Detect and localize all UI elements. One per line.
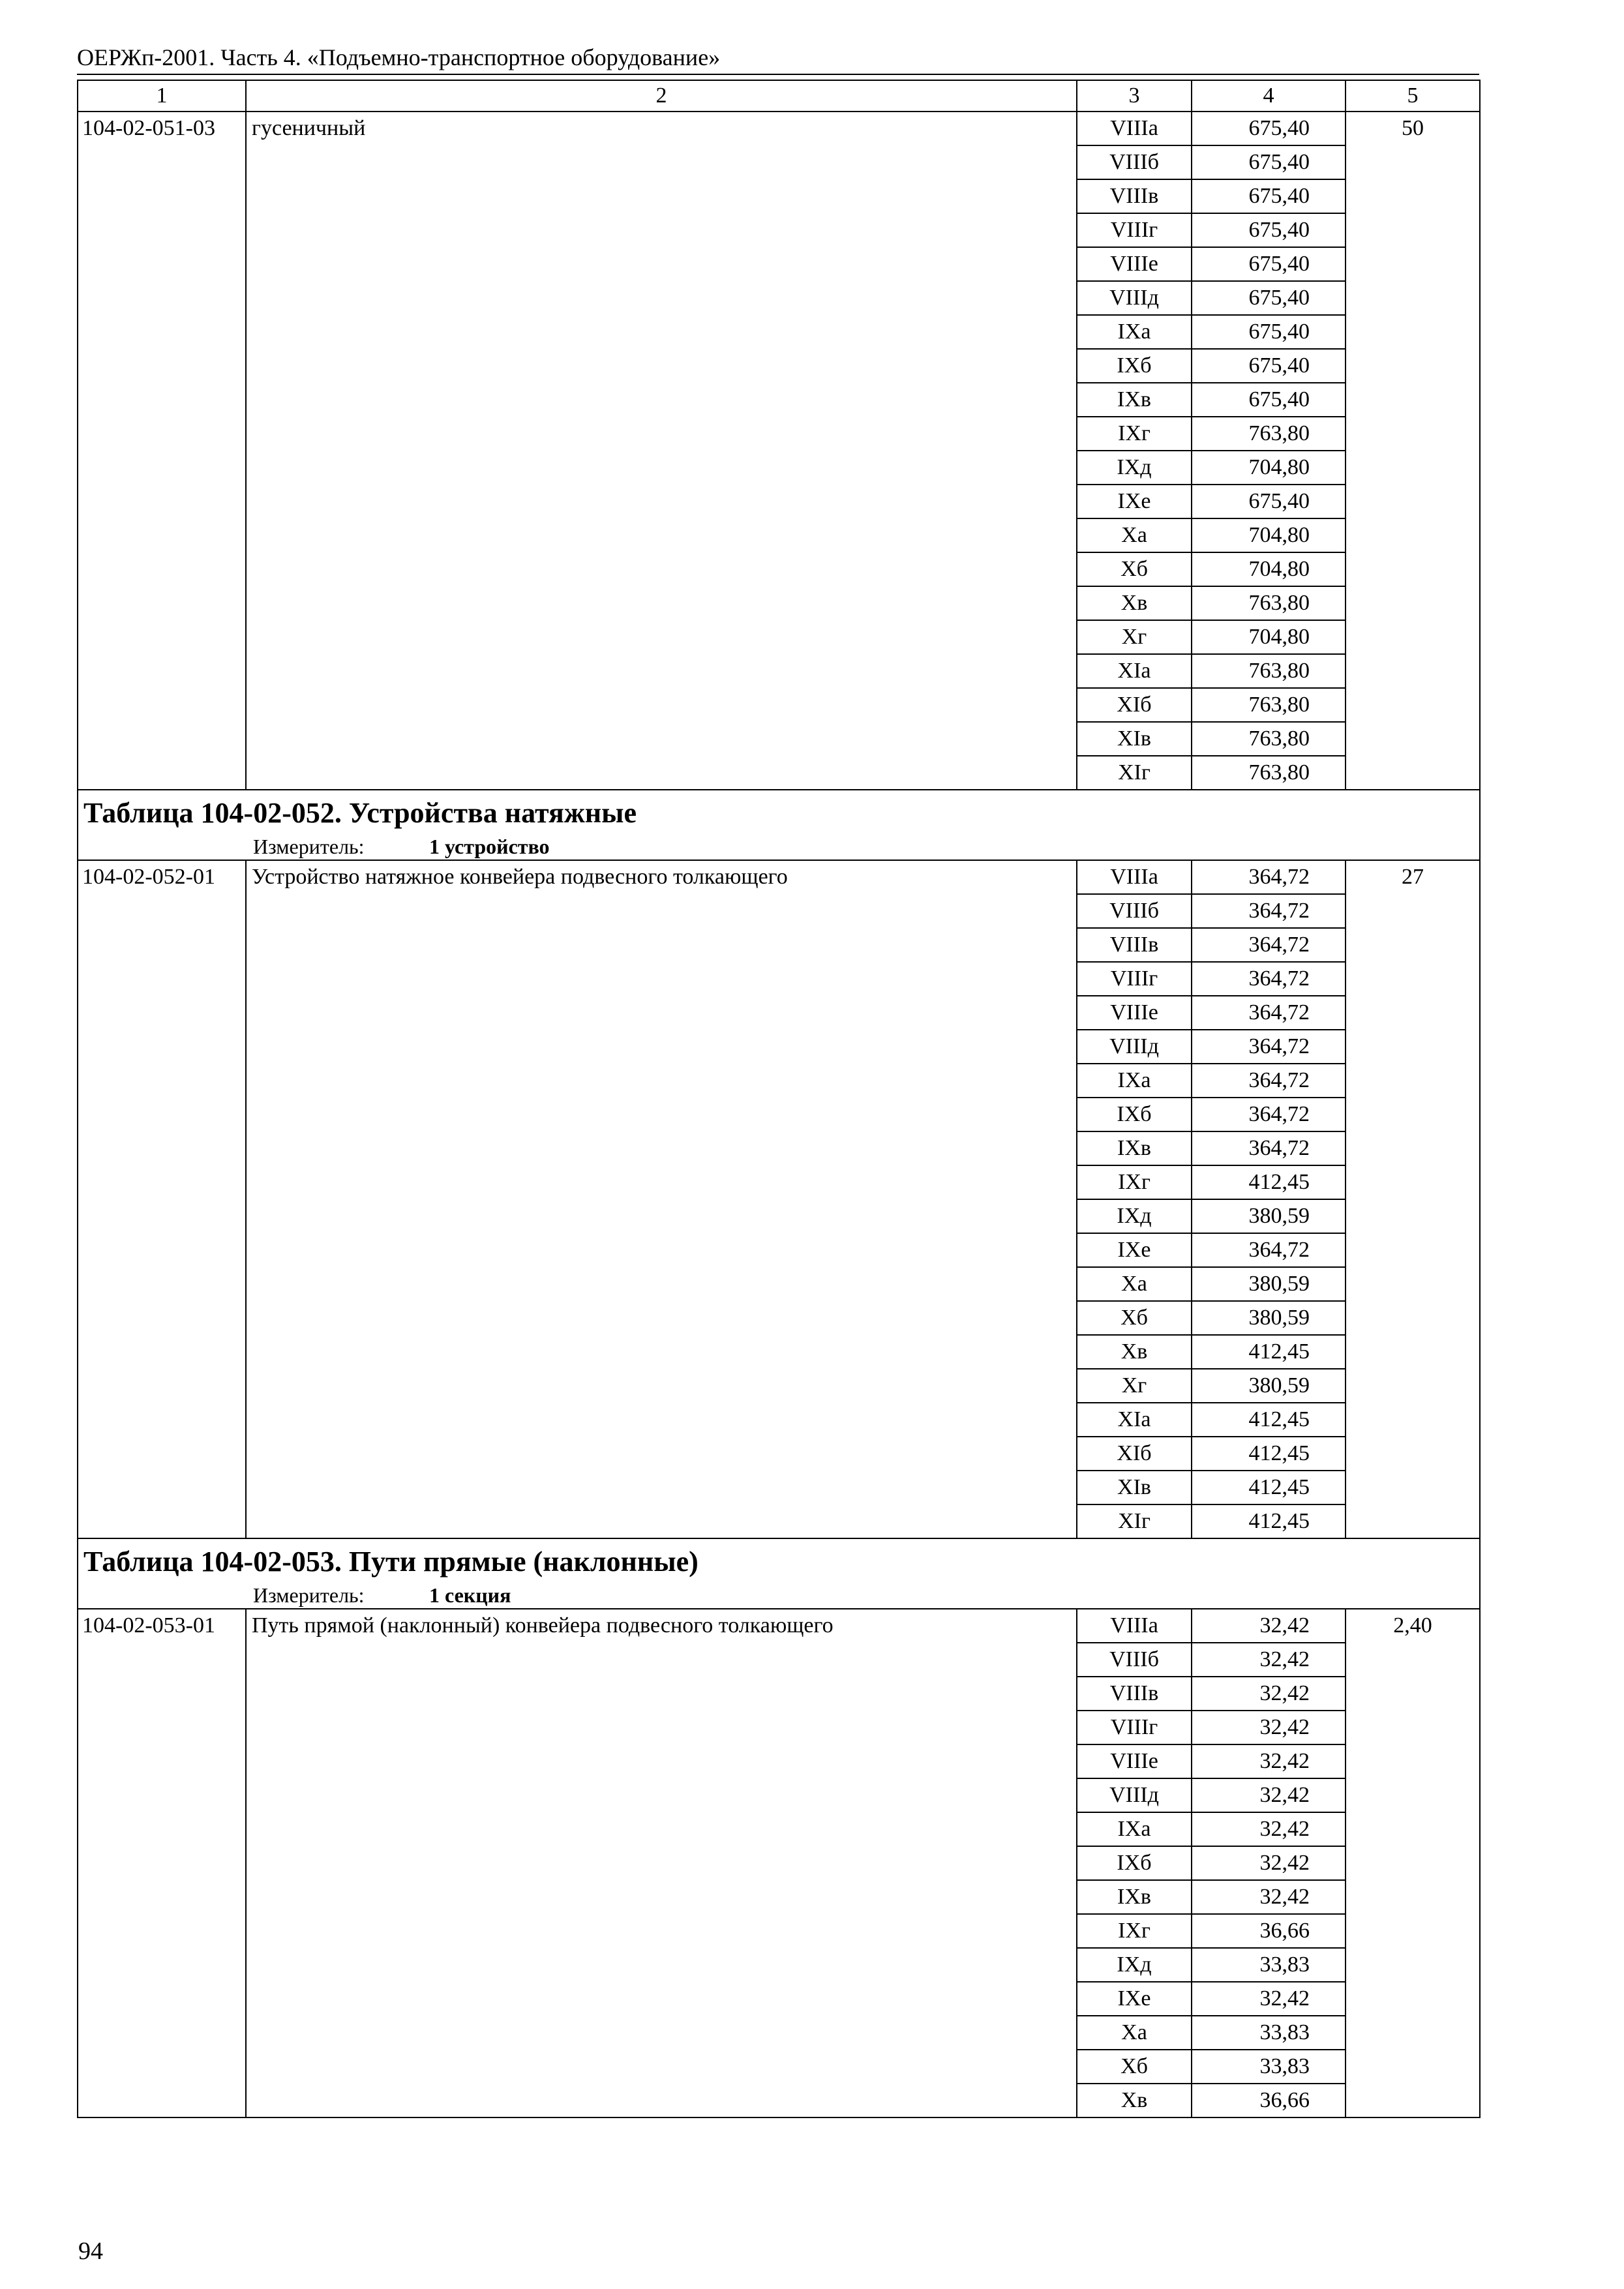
zone-cell: Xв <box>1077 586 1192 620</box>
price-cell: 380,59 <box>1192 1199 1346 1233</box>
measure-value: 1 устройство <box>429 835 550 858</box>
price-cell: 364,72 <box>1192 1064 1346 1098</box>
price-cell: 32,42 <box>1192 1609 1346 1643</box>
table-title: Таблица 104-02-052. Устройства натяжные <box>78 790 1480 833</box>
price-cell: 364,72 <box>1192 1131 1346 1165</box>
price-cell: 32,42 <box>1192 1778 1346 1812</box>
measure-value: 1 секция <box>429 1583 511 1607</box>
labor-cell: 27 <box>1346 860 1480 1538</box>
zone-cell: VIIIе <box>1077 247 1192 281</box>
zone-cell: Xб <box>1077 1301 1192 1335</box>
zone-cell: IXв <box>1077 1880 1192 1914</box>
price-cell: 380,59 <box>1192 1369 1346 1403</box>
zone-cell: VIIIв <box>1077 928 1192 962</box>
zone-cell: XIа <box>1077 1403 1192 1437</box>
item-code: 104-02-052-01 <box>78 860 246 1538</box>
zone-cell: Xг <box>1077 1369 1192 1403</box>
table-title-row <box>78 790 1480 833</box>
zone-cell: IXа <box>1077 1064 1192 1098</box>
column-numbers-row <box>78 80 1480 112</box>
price-cell: 412,45 <box>1192 1504 1346 1538</box>
price-cell: 675,40 <box>1192 315 1346 349</box>
price-cell: 33,83 <box>1192 2050 1346 2084</box>
measure-label: Измеритель: <box>253 1583 365 1607</box>
table-title-row <box>78 1538 1480 1582</box>
column-number: 5 <box>1346 80 1480 112</box>
price-cell: 704,80 <box>1192 620 1346 654</box>
price-cell: 675,40 <box>1192 213 1346 247</box>
zone-cell: XIб <box>1077 688 1192 722</box>
column-number: 3 <box>1077 80 1192 112</box>
price-cell: 364,72 <box>1192 1030 1346 1064</box>
zone-cell: VIIIг <box>1077 1711 1192 1744</box>
price-cell: 36,66 <box>1192 1914 1346 1948</box>
zone-cell: Xб <box>1077 2050 1192 2084</box>
zone-cell: IXг <box>1077 1914 1192 1948</box>
page-header: ОЕРЖп-2001. Часть 4. «Подъемно-транспортное оборудование» <box>77 44 721 70</box>
price-cell: 32,42 <box>1192 1677 1346 1711</box>
price-cell: 32,42 <box>1192 1711 1346 1744</box>
price-cell: 675,40 <box>1192 485 1346 518</box>
header-rule <box>77 74 1479 75</box>
zone-cell: VIIIе <box>1077 996 1192 1030</box>
price-cell: 32,42 <box>1192 1643 1346 1677</box>
zone-cell: IXб <box>1077 1846 1192 1880</box>
page-number: 94 <box>78 2237 103 2265</box>
zone-cell: XIг <box>1077 1504 1192 1538</box>
price-cell: 412,45 <box>1192 1165 1346 1199</box>
zone-cell: IXд <box>1077 1948 1192 1982</box>
price-cell: 412,45 <box>1192 1335 1346 1369</box>
zone-cell: VIIIа <box>1077 112 1192 145</box>
measure-row <box>78 1582 1480 1609</box>
zone-cell: IXг <box>1077 1165 1192 1199</box>
price-cell: 675,40 <box>1192 349 1346 383</box>
zone-cell: IXг <box>1077 417 1192 451</box>
zone-cell: IXб <box>1077 349 1192 383</box>
table-row <box>78 1609 1480 1643</box>
labor-cell: 50 <box>1346 112 1480 790</box>
item-code: 104-02-053-01 <box>78 1609 246 2117</box>
zone-cell: VIIIб <box>1077 894 1192 928</box>
zone-cell: XIв <box>1077 1471 1192 1504</box>
price-cell: 704,80 <box>1192 518 1346 552</box>
measure-row <box>78 833 1480 860</box>
zone-cell: VIIIе <box>1077 1744 1192 1778</box>
measure-cell <box>78 1582 1480 1609</box>
zone-cell: VIIIа <box>1077 1609 1192 1643</box>
zone-cell: XIа <box>1077 654 1192 688</box>
price-cell: 32,42 <box>1192 1812 1346 1846</box>
zone-cell: IXа <box>1077 315 1192 349</box>
price-table <box>77 80 1481 2118</box>
zone-cell: Xа <box>1077 1267 1192 1301</box>
zone-cell: VIIIв <box>1077 1677 1192 1711</box>
item-name: Путь прямой (наклонный) конвейера подвесного толкающего <box>246 1609 1077 2117</box>
price-cell: 704,80 <box>1192 552 1346 586</box>
item-name: Устройство натяжное конвейера подвесного толкающего <box>246 860 1077 1538</box>
table-row <box>78 860 1480 894</box>
item-code: 104-02-051-03 <box>78 112 246 790</box>
price-cell: 364,72 <box>1192 894 1346 928</box>
zone-cell: XIв <box>1077 722 1192 756</box>
zone-cell: Xа <box>1077 518 1192 552</box>
price-cell: 33,83 <box>1192 1948 1346 1982</box>
price-cell: 763,80 <box>1192 654 1346 688</box>
measure-label: Измеритель: <box>253 835 365 858</box>
zone-cell: VIIIб <box>1077 145 1192 179</box>
price-cell: 364,72 <box>1192 860 1346 894</box>
price-cell: 412,45 <box>1192 1437 1346 1471</box>
price-cell: 32,42 <box>1192 1982 1346 2016</box>
zone-cell: VIIIа <box>1077 860 1192 894</box>
price-cell: 364,72 <box>1192 1098 1346 1131</box>
price-cell: 763,80 <box>1192 756 1346 790</box>
price-cell: 412,45 <box>1192 1471 1346 1504</box>
zone-cell: Xг <box>1077 620 1192 654</box>
labor-cell: 2,40 <box>1346 1609 1480 2117</box>
price-cell: 32,42 <box>1192 1744 1346 1778</box>
zone-cell: IXд <box>1077 451 1192 485</box>
item-name: гусеничный <box>246 112 1077 790</box>
column-number: 1 <box>78 80 246 112</box>
zone-cell: Xб <box>1077 552 1192 586</box>
zone-cell: Xа <box>1077 2016 1192 2050</box>
price-cell: 380,59 <box>1192 1267 1346 1301</box>
price-cell: 364,72 <box>1192 962 1346 996</box>
price-cell: 380,59 <box>1192 1301 1346 1335</box>
price-cell: 32,42 <box>1192 1846 1346 1880</box>
zone-cell: IXб <box>1077 1098 1192 1131</box>
price-cell: 763,80 <box>1192 688 1346 722</box>
column-number: 4 <box>1192 80 1346 112</box>
price-cell: 763,80 <box>1192 586 1346 620</box>
zone-cell: IXа <box>1077 1812 1192 1846</box>
price-cell: 763,80 <box>1192 722 1346 756</box>
zone-cell: IXе <box>1077 1982 1192 2016</box>
price-cell: 36,66 <box>1192 2084 1346 2117</box>
price-cell: 675,40 <box>1192 112 1346 145</box>
zone-cell: VIIIг <box>1077 962 1192 996</box>
price-cell: 412,45 <box>1192 1403 1346 1437</box>
price-cell: 675,40 <box>1192 179 1346 213</box>
price-cell: 763,80 <box>1192 417 1346 451</box>
zone-cell: XIб <box>1077 1437 1192 1471</box>
zone-cell: VIIIв <box>1077 179 1192 213</box>
measure-cell <box>78 833 1480 860</box>
zone-cell: VIIIд <box>1077 1778 1192 1812</box>
zone-cell: Xв <box>1077 2084 1192 2117</box>
table-title: Таблица 104-02-053. Пути прямые (наклонные) <box>78 1538 1480 1582</box>
zone-cell: VIIIд <box>1077 281 1192 315</box>
zone-cell: IXе <box>1077 485 1192 518</box>
price-cell: 675,40 <box>1192 281 1346 315</box>
zone-cell: IXе <box>1077 1233 1192 1267</box>
price-cell: 33,83 <box>1192 2016 1346 2050</box>
zone-cell: VIIIб <box>1077 1643 1192 1677</box>
zone-cell: IXд <box>1077 1199 1192 1233</box>
price-cell: 675,40 <box>1192 145 1346 179</box>
table-row <box>78 112 1480 145</box>
price-cell: 364,72 <box>1192 996 1346 1030</box>
zone-cell: Xв <box>1077 1335 1192 1369</box>
price-cell: 675,40 <box>1192 247 1346 281</box>
zone-cell: XIг <box>1077 756 1192 790</box>
zone-cell: IXв <box>1077 1131 1192 1165</box>
price-cell: 32,42 <box>1192 1880 1346 1914</box>
price-cell: 675,40 <box>1192 383 1346 417</box>
price-cell: 364,72 <box>1192 928 1346 962</box>
zone-cell: VIIIг <box>1077 213 1192 247</box>
price-cell: 364,72 <box>1192 1233 1346 1267</box>
price-cell: 704,80 <box>1192 451 1346 485</box>
zone-cell: VIIIд <box>1077 1030 1192 1064</box>
zone-cell: IXв <box>1077 383 1192 417</box>
column-number: 2 <box>246 80 1077 112</box>
